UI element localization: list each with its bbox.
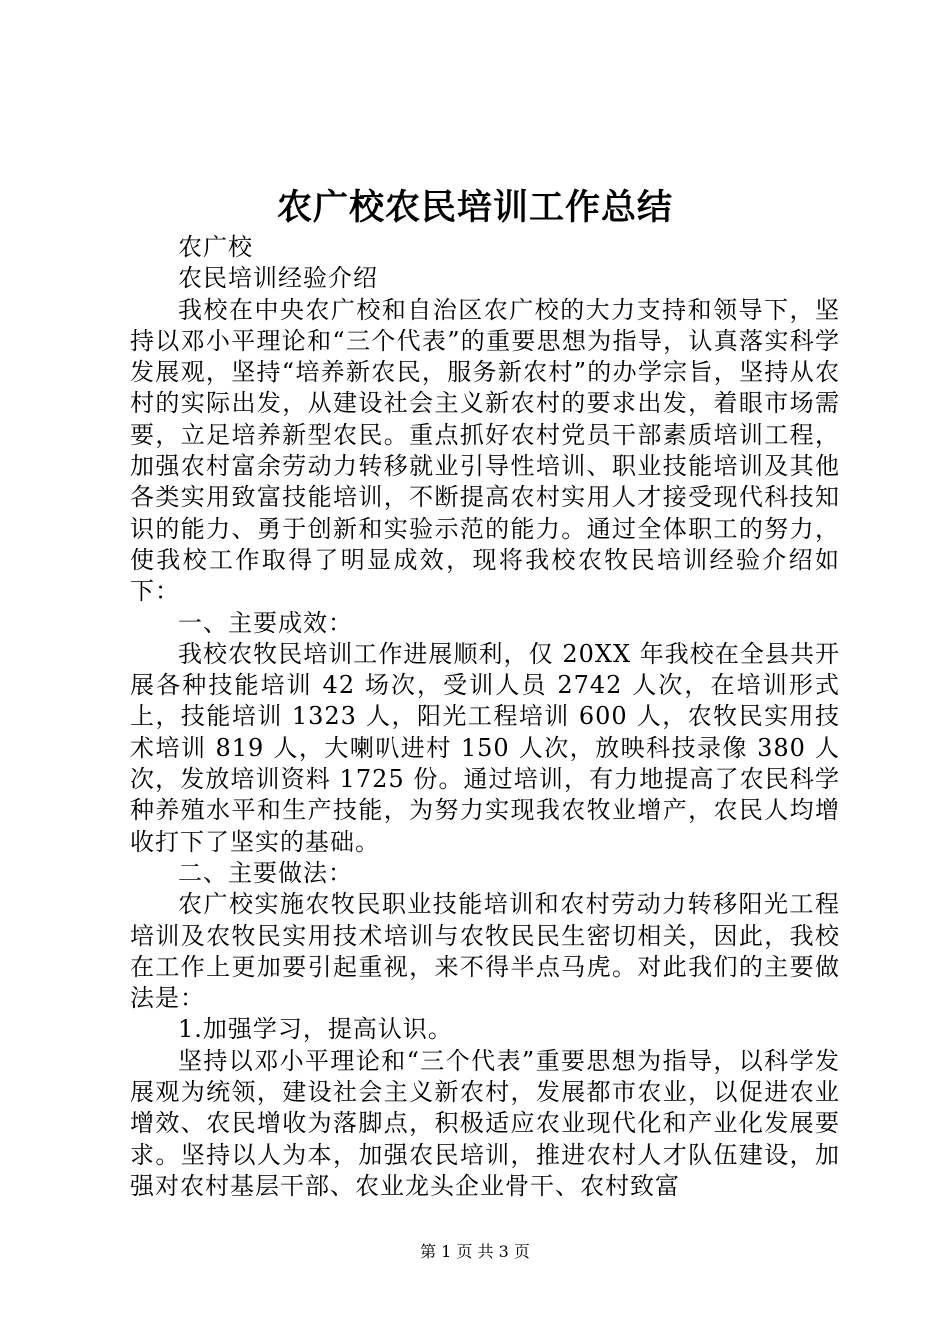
- page-number-footer: 第 1 页 共 3 页: [420, 1242, 530, 1261]
- results-paragraph: 我校农牧民培训工作进展顺利，仅 20XX 年我校在全县共开展各种技能培训 42 场次，受训人员 2742 人次，在培训形式上，技能培训 1323 人，阳光工程培训 600 人，农牧民实用技术培训 819 人，大喇叭进村 150 人次，放映科技录像 380 人次，发放培训资料 1725 份。通过培训，有力地提高了农民科学种养殖水平和生产技能，为努力实现我农牧业增产，农民人均增收打下了坚实的基础。: [130, 639, 840, 856]
- intro-paragraph: 我校在中央农广校和自治区农广校的大力支持和领导下，坚持以邓小平理论和“三个代表”的重要思想为指导，认真落实科学发展观，坚持“培养新农民，服务新农村”的办学宗旨，坚持从农村的实际出发，从建设社会主义新农村的要求出发，着眼市场需要，立足培养新型农民。重点抓好农村党员干部素质培训工程，加强农村富余劳动力转移就业引导性培训、职业技能培训及其他各类实用致富技能培训，不断提高农村实用人才接受现代科技知识的能力、勇于创新和实验示范的能力。通过全体职工的努力，使我校工作取得了明显成效，现将我校农牧民培训经验介绍如下：: [130, 295, 840, 606]
- subsection-heading-1: 1.加强学习，提高认识。: [178, 1015, 453, 1044]
- document-title: 农广校农民培训工作总结: [276, 187, 673, 228]
- section-heading-methods: 二、主要做法：: [178, 858, 353, 887]
- author-line: 农广校: [178, 233, 253, 261]
- subsection-1-paragraph: 坚持以邓小平理论和“三个代表”重要思想为指导，以科学发展观为统领，建设社会主义新农村，发展都市农业，以促进农业增效、农民增收为落脚点，积极适应农业现代化和产业化发展要求。坚持以人为本，加强农民培训，推进农村人才队伍建设，加强对农村基层干部、农业龙头企业骨干、农村致富: [130, 1046, 840, 1200]
- section-heading-results: 一、主要成效：: [178, 608, 353, 637]
- subtitle-line: 农民培训经验介绍: [178, 264, 378, 293]
- methods-paragraph: 农广校实施农牧民职业技能培训和农村劳动力转移阳光工程培训及农牧民实用技术培训与农牧民民生密切相关，因此，我校在工作上更加要引起重视，来不得半点马虎。对此我们的主要做法是：: [130, 890, 840, 1013]
- document-body: [130, 232, 840, 1202]
